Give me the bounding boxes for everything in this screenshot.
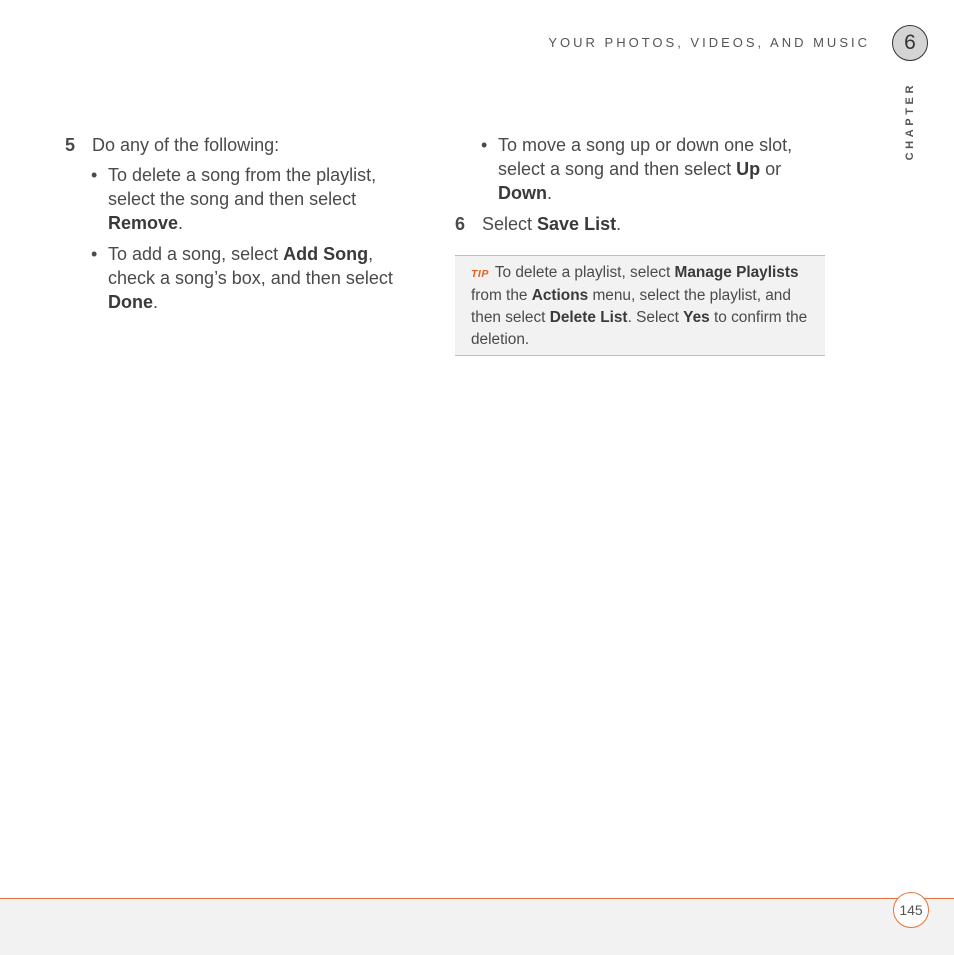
ui-term: Add Song xyxy=(283,244,369,264)
tip-label: TIP xyxy=(471,268,489,280)
ui-term: Save List xyxy=(537,214,617,234)
ui-term: Down xyxy=(498,183,547,203)
bullet-icon: • xyxy=(91,244,98,264)
list-item: • To move a song up or down one slot, select a song and then select Up or Down. xyxy=(481,135,793,203)
chapter-label: CHAPTER xyxy=(904,82,916,161)
footer-band xyxy=(0,898,954,955)
ui-term: Yes xyxy=(683,309,710,326)
section-title: YOUR PHOTOS, VIDEOS, AND MUSIC xyxy=(548,35,870,50)
bullet-icon: • xyxy=(481,135,488,155)
list-item: • To add a song, select Add Song, check a song’s box, and then select Done. xyxy=(91,244,393,312)
chapter-number-badge: 6 xyxy=(892,25,928,61)
right-column xyxy=(455,133,825,236)
tip-box: TIP To delete a playlist, select Manage Playlists from the Actions menu, select the playlist, and then select Delete List. Select Yes to confirm the deletion. xyxy=(455,255,825,356)
step-6: 6 Select Save List. xyxy=(455,214,622,234)
page-number: 145 xyxy=(893,892,929,928)
bullet-list xyxy=(481,133,825,205)
ui-term: Done xyxy=(108,292,153,312)
ui-term: Actions xyxy=(531,287,589,304)
ui-term: Manage Playlists xyxy=(674,264,799,281)
step-5 xyxy=(65,133,410,157)
ui-term: Delete List xyxy=(549,309,628,326)
step-number: 6 xyxy=(455,214,466,234)
list-item: • To delete a song from the playlist, select the song and then select Remove. xyxy=(91,165,377,233)
ui-term: Remove xyxy=(108,213,179,233)
left-column xyxy=(65,133,410,321)
bullet-icon: • xyxy=(91,165,98,185)
step-text: Do any of the following: xyxy=(92,135,280,155)
bullet-list xyxy=(91,163,410,314)
step-number: 5 xyxy=(65,135,76,155)
ui-term: Up xyxy=(736,159,761,179)
